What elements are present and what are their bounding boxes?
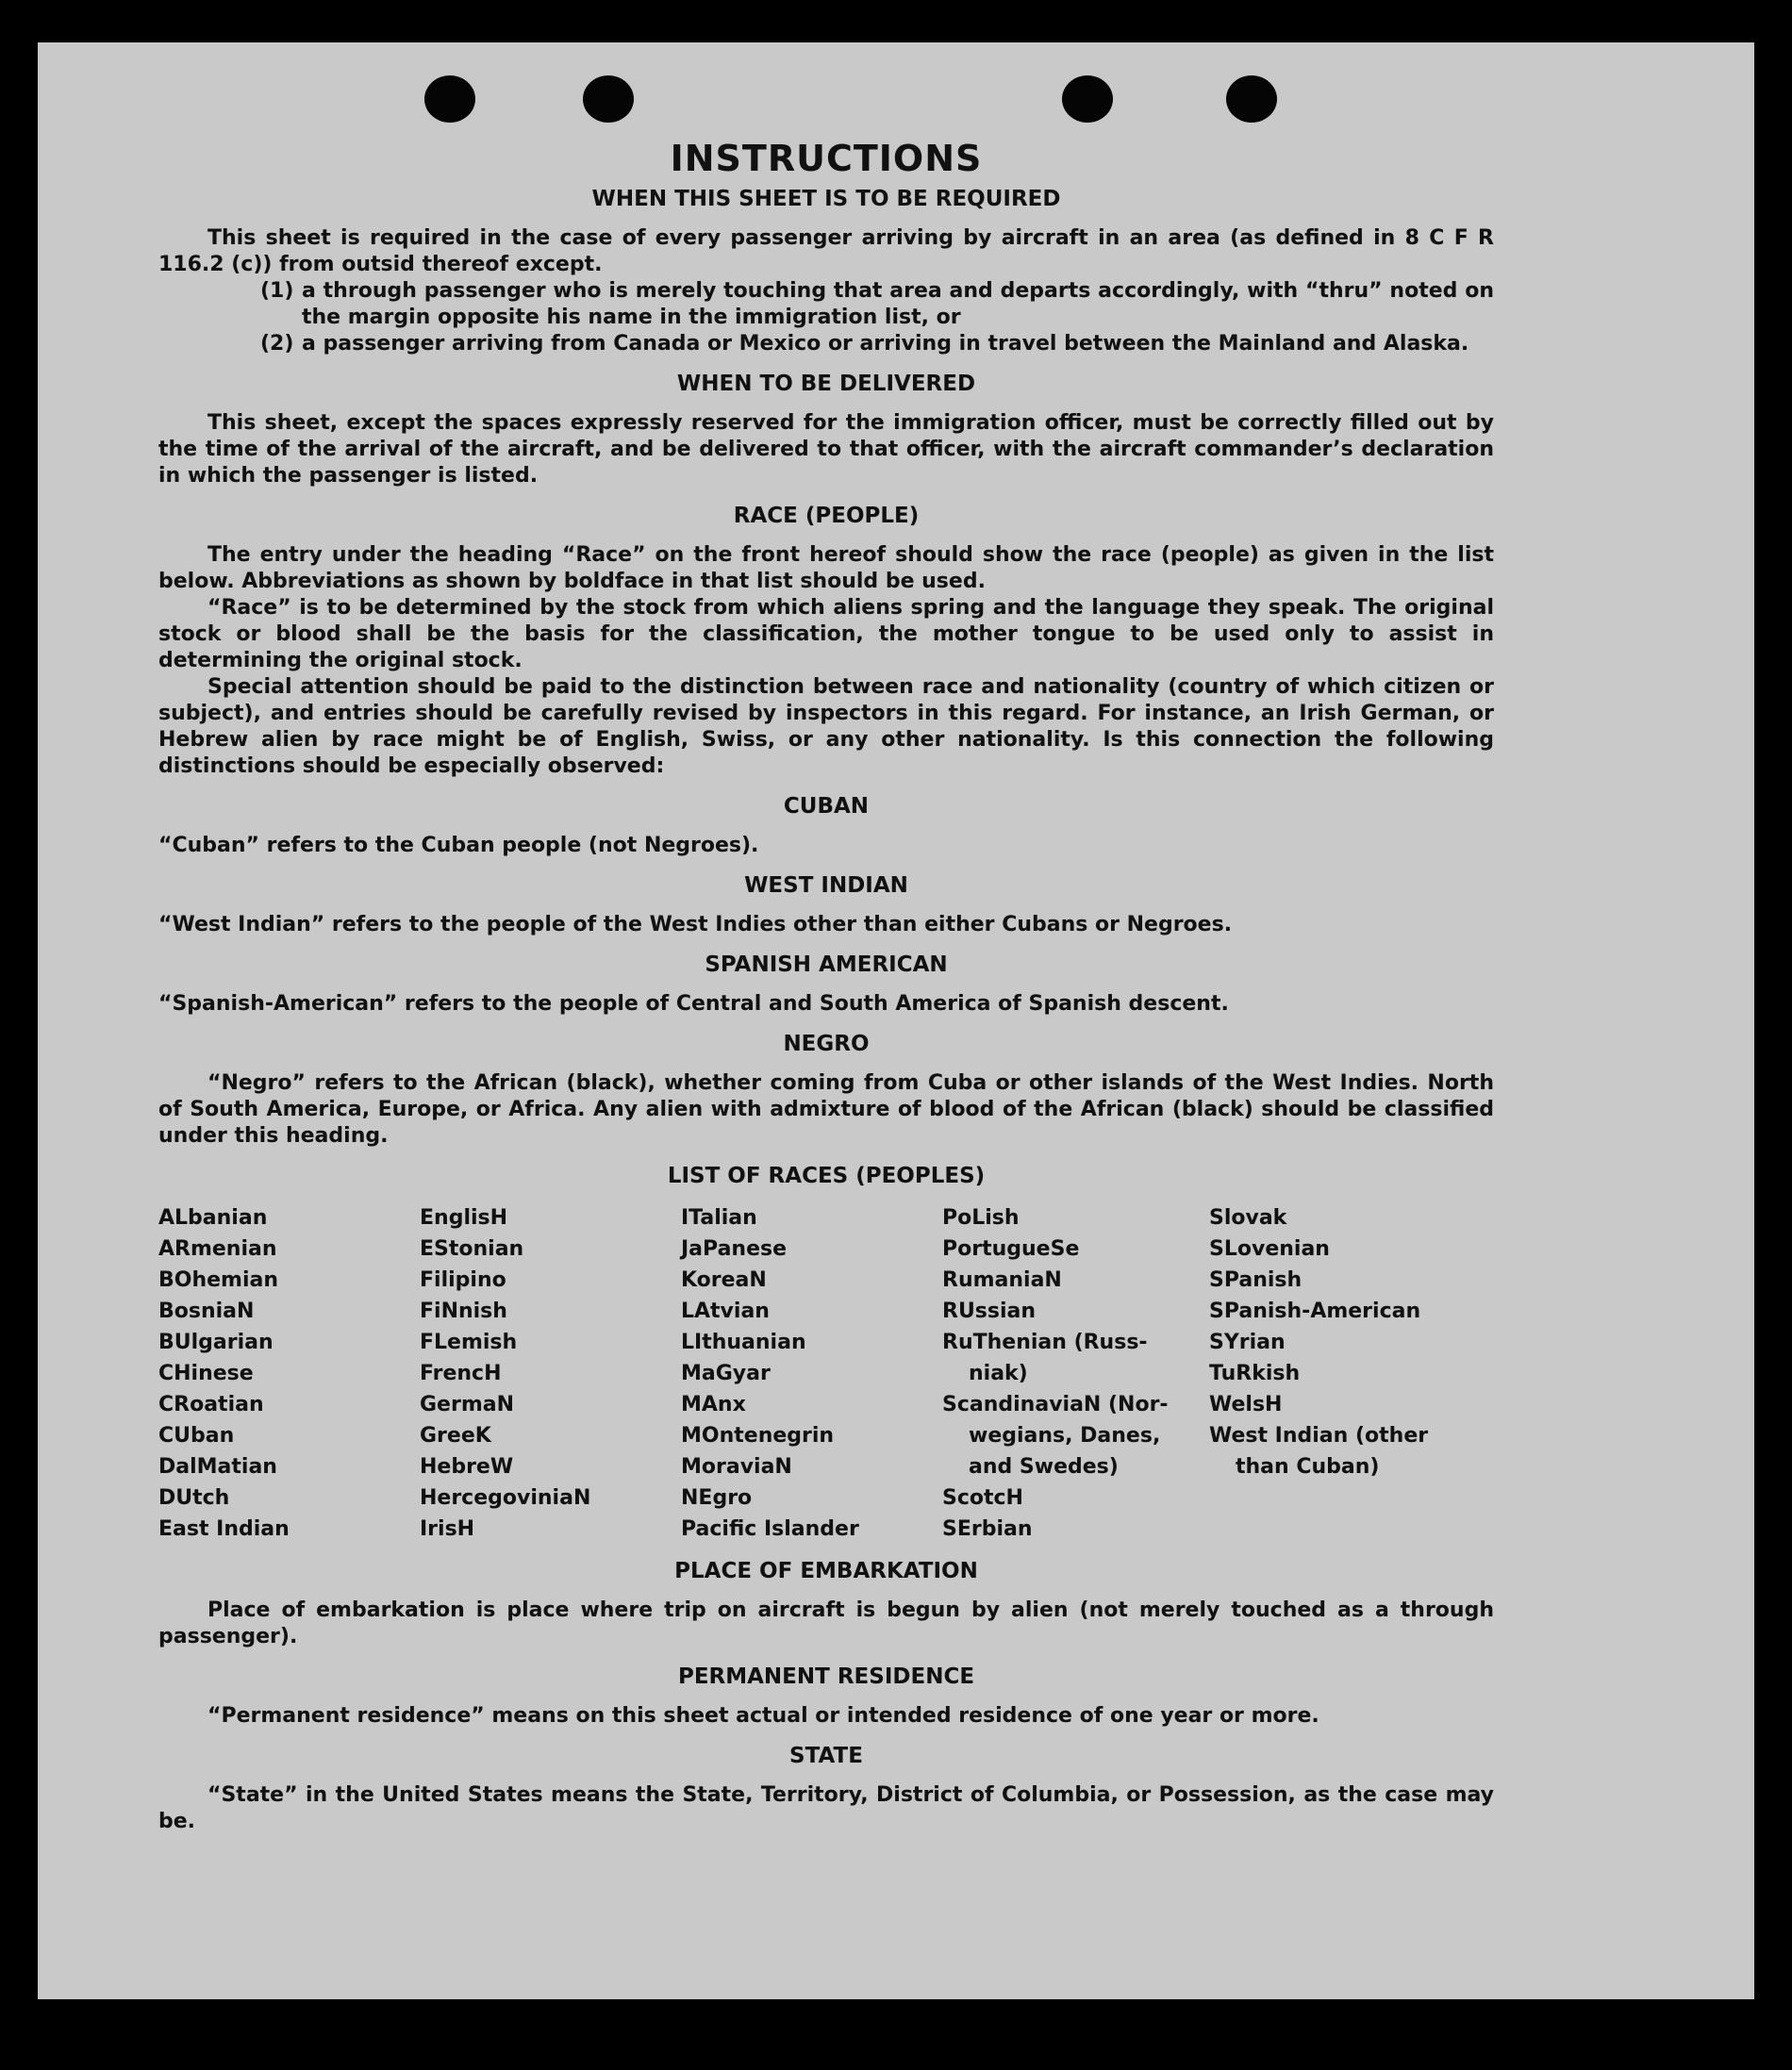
heading-spanish-american: SPANISH AMERICAN xyxy=(705,952,948,977)
race-entry: FrencH xyxy=(420,1362,502,1385)
punch-hole xyxy=(1062,75,1113,123)
race-entry: GermaN xyxy=(420,1393,515,1416)
race-entry: CUban xyxy=(158,1424,235,1448)
races-column xyxy=(158,1202,420,1545)
exception-item xyxy=(158,331,1494,357)
when-required-intro: This sheet is required in the case of every passenger arriving by aircraft in an area (as defined in 8 C F R 116.2 (c)) from outsid thereof except. xyxy=(158,226,1494,276)
race-paragraph: The entry under the heading “Race” on the front hereof should show the race (people) as given in the list below. Abbreviations as shown by boldface in that list should be used. xyxy=(158,543,1494,593)
race-entry: FLemish xyxy=(420,1331,518,1354)
race-entry: MaGyar xyxy=(681,1362,771,1385)
heading-when-delivered: WHEN TO BE DELIVERED xyxy=(676,372,976,396)
race-entry: ARmenian xyxy=(158,1237,277,1261)
heading-list-of-races: LIST OF RACES (PEOPLES) xyxy=(667,1164,986,1188)
heading-when-required: WHEN THIS SHEET IS TO BE REQUIRED xyxy=(591,187,1061,211)
spanish-american-text: “Spanish-American” refers to the people of Central and South America of Spanish descent. xyxy=(158,992,1229,1016)
race-entry: MOntenegrin xyxy=(681,1424,835,1448)
race-entry: PortugueSe xyxy=(942,1237,1080,1261)
heading-west-indian: WEST INDIAN xyxy=(744,873,908,898)
race-entry: SErbian xyxy=(942,1517,1033,1541)
race-entry: LIthuanian xyxy=(681,1331,806,1354)
race-entry: RumaniaN xyxy=(942,1268,1062,1292)
race-entry: HercegoviniaN xyxy=(420,1486,591,1510)
races-column xyxy=(942,1202,1209,1545)
race-entry: ScandinaviaN (Nor- xyxy=(942,1393,1169,1416)
race-entry: DUtch xyxy=(158,1486,230,1510)
race-entry: CHinese xyxy=(158,1362,254,1385)
race-entry: IrisH xyxy=(420,1517,475,1541)
race-entry: BosniaN xyxy=(158,1300,255,1323)
race-entry: EStonian xyxy=(420,1237,524,1261)
race-entry: SPanish xyxy=(1209,1268,1303,1292)
race-entry: West Indian (other xyxy=(1209,1424,1429,1448)
race-entry: HebreW xyxy=(420,1455,514,1479)
heading-embarkation: PLACE OF EMBARKATION xyxy=(674,1559,978,1583)
race-entry: Pacific Islander xyxy=(681,1517,859,1541)
negro-text: “Negro” refers to the African (black), whether coming from Cuba or other islands of the West Indies. North of South America, Europe, or Africa. Any alien with admixture of blood of the African (black) should be classified under this heading. xyxy=(158,1071,1494,1148)
heading-state: STATE xyxy=(789,1744,863,1768)
exception-number: (2) xyxy=(260,332,294,356)
state-text: “State” in the United States means the State, Territory, District of Columbia, or Possession, as the case may be. xyxy=(158,1783,1494,1833)
exception-number: (1) xyxy=(260,279,294,303)
race-entry: ITalian xyxy=(681,1206,757,1230)
races-column xyxy=(1209,1202,1494,1545)
race-entry: FiNnish xyxy=(420,1300,507,1323)
embarkation-text: Place of embarkation is place where trip on aircraft is begun by alien (not merely touched as a through passenger). xyxy=(158,1598,1494,1648)
race-entry: SLovenian xyxy=(1209,1237,1330,1261)
punch-hole xyxy=(424,75,475,123)
race-entry: BUlgarian xyxy=(158,1331,274,1354)
exception-text: a passenger arriving from Canada or Mexico or arriving in travel between the Mainland and Alaska. xyxy=(302,332,1469,356)
residence-text: “Permanent residence” means on this sheet actual or intended residence of one year or more. xyxy=(207,1704,1319,1728)
race-entry: KoreaN xyxy=(681,1268,767,1292)
race-entry: TuRkish xyxy=(1209,1362,1301,1385)
races-list xyxy=(158,1202,1494,1545)
race-entry: CRoatian xyxy=(158,1393,264,1416)
race-entry: SYrian xyxy=(1209,1331,1286,1354)
race-entry: Slovak xyxy=(1209,1206,1287,1230)
exception-item xyxy=(158,278,1494,331)
race-entry: SPanish-American xyxy=(1209,1300,1421,1323)
race-entry: RuThenian (Russ- xyxy=(942,1331,1148,1354)
cuban-text: “Cuban” refers to the Cuban people (not Negroes). xyxy=(158,834,759,857)
races-column xyxy=(681,1202,942,1545)
page-title: INSTRUCTIONS xyxy=(670,138,983,179)
document-sheet xyxy=(38,42,1754,1999)
heading-residence: PERMANENT RESIDENCE xyxy=(677,1664,975,1689)
race-entry-continued: wegians, Danes, xyxy=(969,1424,1161,1448)
race-entry-continued: niak) xyxy=(969,1362,1028,1385)
race-entry: GreeK xyxy=(420,1424,491,1448)
instructions-content xyxy=(158,137,1494,1835)
race-paragraph: “Race” is to be determined by the stock from which aliens spring and the language they speak. The original stock or blood shall be the basis for the classification, the mother tongue to be used only to assist in determining the original stock. xyxy=(158,596,1494,672)
race-entry: LAtvian xyxy=(681,1300,770,1323)
race-entry: ScotcH xyxy=(942,1486,1023,1510)
race-entry: ALbanian xyxy=(158,1206,268,1230)
race-entry: MAnx xyxy=(681,1393,746,1416)
heading-cuban: CUBAN xyxy=(783,794,870,819)
race-entry: RUssian xyxy=(942,1300,1037,1323)
race-paragraph: Special attention should be paid to the distinction between race and nationality (country of which citizen or subject), and entries should be carefully revised by inspectors in this regard. For instance, an Irish German, or Hebrew alien by race might be of English, Swiss, or any other nationality. Is this connection the following distinctions should be especially observed: xyxy=(158,675,1494,778)
race-entry-continued: and Swedes) xyxy=(969,1455,1119,1479)
punch-hole xyxy=(1226,75,1277,123)
exception-text: a through passenger who is merely touching that area and departs accordingly, with “thru” noted on the margin opposite his name in the immigration list, or xyxy=(302,279,1494,329)
when-delivered-text: This sheet, except the spaces expressly reserved for the immigration officer, must be correctly filled out by the time of the arrival of the aircraft, and be delivered to that officer, with the aircraft commander’s declaration in which the passenger is listed. xyxy=(158,411,1494,488)
race-entry: WelsH xyxy=(1209,1393,1283,1416)
race-entry: PoLish xyxy=(942,1206,1020,1230)
race-entry: NEgro xyxy=(681,1486,753,1510)
race-entry: BOhemian xyxy=(158,1268,279,1292)
heading-negro: NEGRO xyxy=(783,1032,870,1056)
west-indian-text: “West Indian” refers to the people of the West Indies other than either Cubans or Negroes. xyxy=(158,913,1233,936)
race-entry-continued: than Cuban) xyxy=(1236,1455,1380,1479)
heading-race: RACE (PEOPLE) xyxy=(733,504,920,528)
race-entry: MoraviaN xyxy=(681,1455,792,1479)
race-entry: JaPanese xyxy=(681,1237,788,1261)
races-column xyxy=(420,1202,681,1545)
race-entry: EnglisH xyxy=(420,1206,508,1230)
race-entry: Filipino xyxy=(420,1268,506,1292)
race-entry: DalMatian xyxy=(158,1455,277,1479)
race-entry: East Indian xyxy=(158,1517,290,1541)
punch-hole xyxy=(583,75,634,123)
